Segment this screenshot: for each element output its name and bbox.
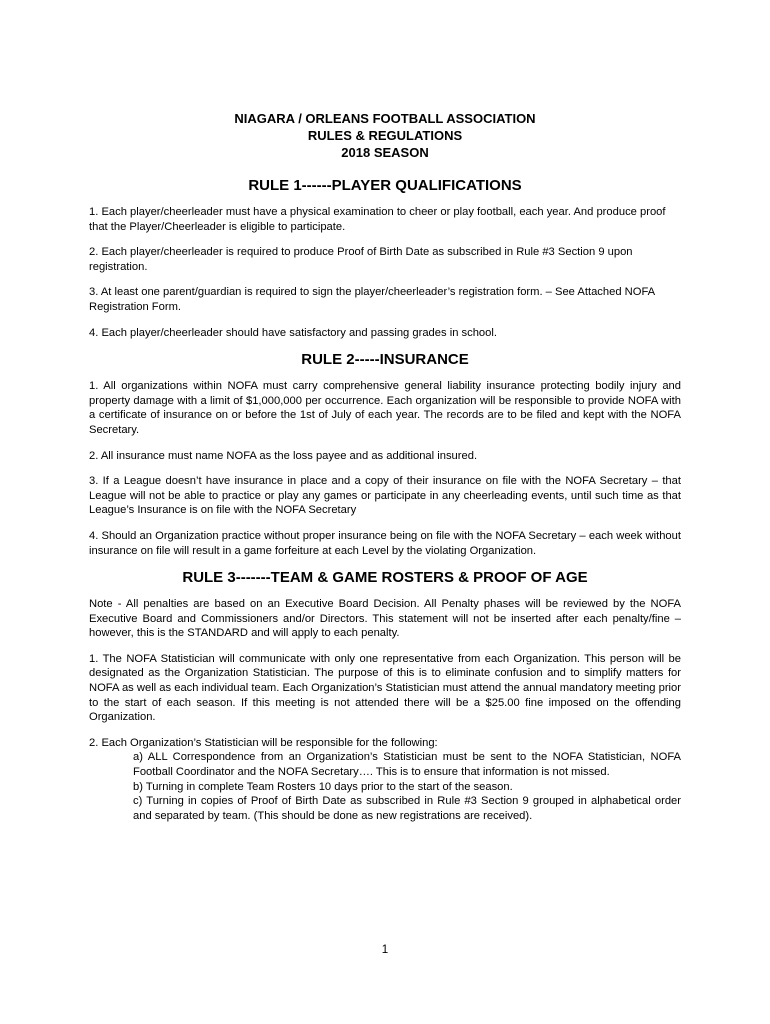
- rule3-subitems: [133, 750, 681, 823]
- rule1-item: 3. At least one parent/guardian is required to sign the player/cheerleader’s registration form. – See Attached NOFA Registration Form.: [89, 286, 655, 313]
- rule3-item: 2. Each Organization’s Statistician will be responsible for the following:: [89, 736, 438, 749]
- rule2-item: 4. Should an Organization practice without proper insurance being on file with the NOFA Secretary – each week without insurance on file will result in a game forfeiture at each Level by the violating Organization.: [89, 529, 681, 557]
- rule3-note: Note - All penalties are based on an Executive Board Decision. All Penalty phases will be reviewed by the NOFA Executive Board and Commissioners and/or Directors. This statement will not be inserted after each penalty/fine – however, this is the STANDARD and will apply to each penalty.: [89, 598, 681, 640]
- rule1-title: RULE 1------PLAYER QUALIFICATIONS: [248, 177, 522, 194]
- rule2-title: RULE 2-----INSURANCE: [301, 351, 469, 369]
- header-association: NIAGARA / ORLEANS FOOTBALL ASSOCIATION: [234, 111, 536, 126]
- rule1-section: [89, 177, 681, 340]
- rule3-section: [89, 569, 681, 823]
- rule3-item: 1. The NOFA Statistician will communicate with only one representative from each Organization. This person will be designated as the Organization Statistician. The purpose of this is to eliminate confusion and to simplify matters for NOFA as well as each individual team. Each Organization’s Statistician must attend the annual mandatory meeting prior to the start of each season. If this meeting is not attended there will be a $25.00 fine imposed on the offending Organization.: [89, 652, 681, 724]
- rule2-item: 3. If a League doesn’t have insurance in place and a copy of their insurance on file with the NOFA Secretary – that League will not be able to practice or play any games or participate in any cheerleading events, until such time as that League’s Insurance is on file with the NOFA Secretary: [89, 475, 681, 517]
- rule3-title: RULE 3-------TEAM & GAME ROSTERS & PROOF OF AGE: [182, 569, 588, 587]
- header-rules: RULES & REGULATIONS: [307, 128, 463, 143]
- rule1-item: 4. Each player/cheerleader should have satisfactory and passing grades in school.: [89, 326, 497, 339]
- document-header: [89, 110, 681, 161]
- rule1-item: 1. Each player/cheerleader must have a physical examination to cheer or play football, each year. And produce proof that the Player/Cheerleader is eligible to participate.: [89, 206, 666, 233]
- rule2-item: 2. All insurance must name NOFA as the loss payee and as additional insured.: [89, 449, 478, 462]
- header-season: 2018 SEASON: [341, 145, 429, 160]
- rule3-subitem: b) Turning in complete Team Rosters 10 days prior to the start of the season.: [133, 780, 513, 793]
- rule2-item: 1. All organizations within NOFA must carry comprehensive general liability insurance protecting bodily injury and property damage with a limit of $1,000,000 per occurrence. Each organization will be responsible to provide NOFA with a certificate of insurance on or before the 1st of July of each year. The records are to be filed and kept with the NOFA Secretary.: [89, 380, 681, 436]
- rule3-subitem: c) Turning in copies of Proof of Birth Date as subscribed in Rule #3 Section 9 grouped in alphabetical order and separated by team. (This should be done as new registrations are received).: [133, 795, 681, 822]
- rule2-section: [89, 351, 681, 558]
- page-number: 1: [381, 944, 389, 956]
- rule3-subitem: a) ALL Correspondence from an Organization’s Statistician must be sent to the NOFA Statistician, NOFA Football Coordinator and the NOFA Secretary…. This is to ensure that information is not missed.: [133, 751, 681, 779]
- rule1-item: 2. Each player/cheerleader is required to produce Proof of Birth Date as subscribed in Rule #3 Section 9 upon registration.: [89, 246, 633, 273]
